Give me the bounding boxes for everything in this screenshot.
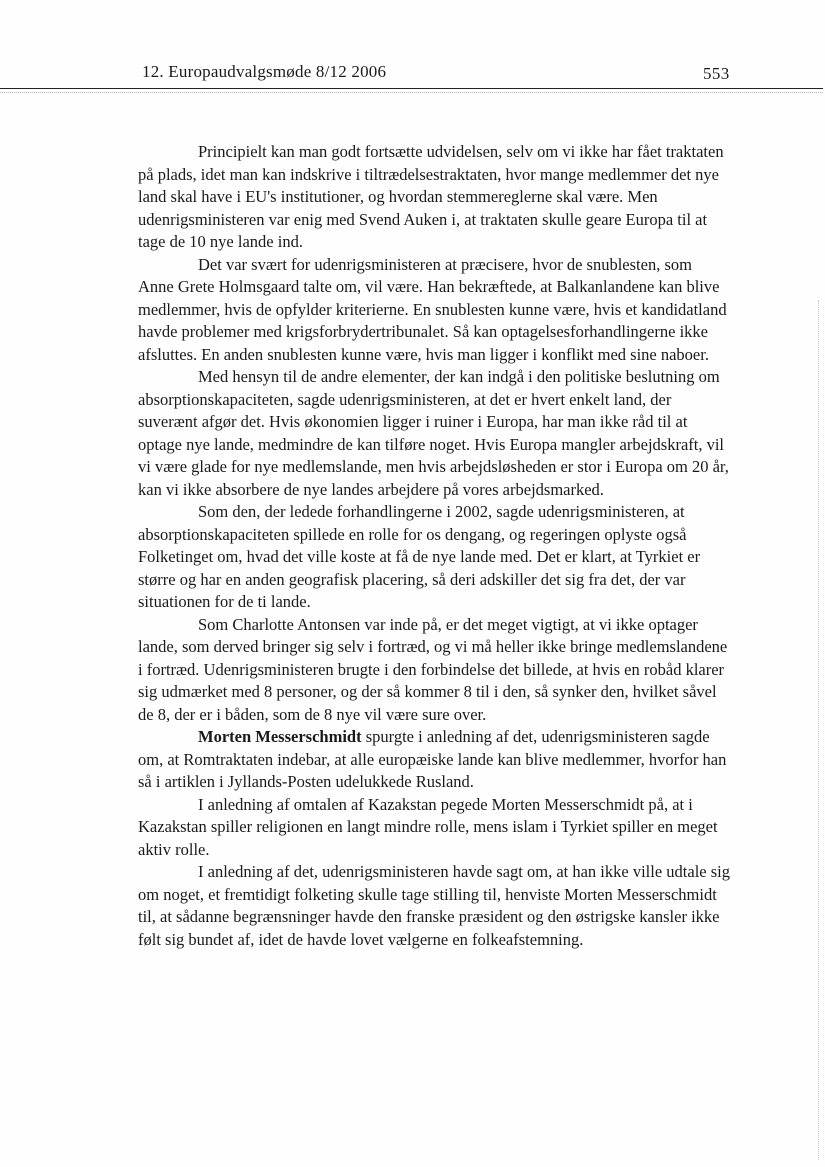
- page-header: [0, 60, 825, 100]
- paragraph-text: I anledning af det, udenrigsministeren havde sagt om, at han ikke ville udtale sig om noget, et fremtidigt folketing skulle tage stilling til, henviste Morten Messerschmidt til, at sådanne begrænsninger havde den franske præsident og den østrigske kansler ikke følt sig bundet af, idet de havde lovet vælgerne en folkeafstemning.: [138, 862, 730, 949]
- paragraph-7: [138, 794, 730, 862]
- paragraph-5: [138, 614, 730, 727]
- paragraph-3: [138, 366, 730, 501]
- header-rule: [0, 88, 823, 89]
- paragraph-1: [138, 141, 730, 254]
- paragraph-text: Som den, der ledede forhandlingerne i 2002, sagde udenrigsministeren, at absorptionskapaciteten spillede en rolle for os dengang, og regeringen oplyste også Folketinget om, hvad det ville koste at få de nye lande med. Det er klart, at Tyrkiet er større og har en anden geografisk placering, så deri adskiller det sig fra det, der var situationen for de ti lande.: [138, 502, 701, 611]
- paragraph-4: [138, 501, 730, 614]
- body-text: [138, 141, 730, 951]
- paragraph-text: Som Charlotte Antonsen var inde på, er det meget vigtigt, at vi ikke optager lande, som derved bringer sig selv i fortræd, og vi må heller ikke bringe medlemslandene i fortræd. Udenrigsministeren brugte i den forbindelse det billede, at hvis en robåd klarer sig udmærket med 8 personer, og der så kommer 8 til i den, så synker den, hvilket såvel de 8, der er i båden, som de 8 nye vil være sure over.: [138, 614, 728, 724]
- paragraph-8: [138, 861, 730, 951]
- paragraph-text: Med hensyn til de andre elementer, der kan indgå i den politiske beslutning om absorptionskapaciteten, sagde udenrigsministeren, at det er hvert enkelt land, der suverænt afgør det. Hvis økonomien ligger i ruiner i Europa, har man ikke råd til at optage nye lande, medmindre de kan tilføre noget. Hvis Europa mangler arbejdskraft, vil vi være glade for nye medlemslande, men hvis arbejdsløsheden er stor i Europa om 20 år, kan vi ikke absorbere de nye landes arbejdere på vores arbejdsmarked.: [138, 367, 729, 499]
- scan-edge-artifact: [818, 300, 819, 1160]
- running-title: 12. Europaudvalgsmøde 8/12 2006: [142, 62, 387, 81]
- paragraph-text: I anledning af omtalen af Kazakstan pegede Morten Messerschmidt på, at i Kazakstan spiller religionen en langt mindre rolle, mens islam i Tyrkiet spiller en meget aktiv rolle.: [138, 794, 718, 859]
- paragraph-text: spurgte i anledning af det, udenrigsministeren sagde om, at Romtraktaten indebar, at alle europæiske lande kan blive medlemmer, hvorfor han så i artiklen i Jyllands-Posten udelukkede Rusland.: [138, 727, 727, 791]
- header-rule-shadow: [0, 92, 823, 93]
- page-number: 553: [703, 64, 730, 83]
- paragraph-text: Principielt kan man godt fortsætte udvidelsen, selv om vi ikke har fået traktaten på plads, idet man kan indskrive i tiltrædelsestraktaten, hvor mange medlemmer det nye land skal have i EU's institutioner, og hvordan stemmereglerne skal være. Men udenrigsministeren var enig med Svend Auken i, at traktaten skulle geare Europa til at tage de 10 nye lande ind.: [138, 142, 724, 251]
- paragraph-6: [138, 726, 730, 794]
- speaker-name: Morten Messerschmidt: [198, 727, 362, 746]
- paragraph-text: Det var svært for udenrigsministeren at præcisere, hvor de snublesten, som Anne Grete Holmsgaard talte om, vil være. Han bekræftede, at Balkanlandene kan blive medlemmer, hvis de opfylder kriterierne. En snublesten kunne være, hvis et kandidatland havde problemer med krigsforbrydertribunalet. Så kan optagelsesforhandlingerne ikke afsluttes. En anden snublesten kunne være, hvis man ligger i konflikt med sine naboer.: [138, 254, 727, 364]
- paragraph-2: [138, 254, 730, 367]
